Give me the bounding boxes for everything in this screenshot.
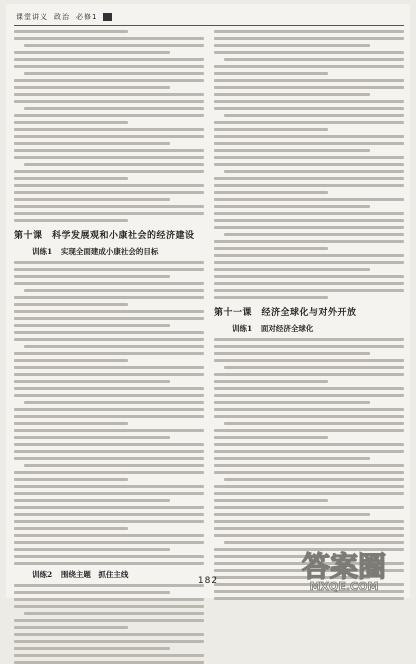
answer-block-lesson-10-t1 xyxy=(14,261,204,565)
lesson-11-heading: 第十一课 经济全球化与对外开放 xyxy=(214,308,357,318)
training-label: 训练2 xyxy=(32,570,53,579)
training-label: 训练1 xyxy=(232,324,253,333)
header-tag-icon xyxy=(103,13,112,21)
running-header xyxy=(16,10,216,24)
page-number: 182 xyxy=(197,576,219,586)
answer-block-prev-lesson xyxy=(14,30,204,222)
watermark-logo xyxy=(284,546,404,592)
training-label: 训练1 xyxy=(32,247,53,256)
watermark-sub: MXQE.COM xyxy=(309,580,379,593)
watermark-text: 答案圈 xyxy=(301,550,387,583)
lesson-11-training-1-heading xyxy=(232,323,404,334)
lesson-10-training-1-heading xyxy=(32,246,204,257)
header-rule xyxy=(14,25,404,26)
lesson-10-heading: 第十课 科学发展观和小康社会的经济建设 xyxy=(14,231,195,241)
answer-block-lesson-10-t2 xyxy=(14,584,204,664)
training-title: 围绕主题 抓住主线 xyxy=(60,570,129,579)
right-column xyxy=(214,30,404,568)
book-page xyxy=(6,4,410,598)
left-column xyxy=(14,30,204,579)
training-title: 面对经济全球化 xyxy=(260,324,314,333)
header-subject: 政治 xyxy=(54,13,70,21)
training-title: 实现全面建成小康社会的目标 xyxy=(60,247,159,256)
header-book: 必修1 xyxy=(76,13,98,21)
answer-block-lesson-10-t2-cont xyxy=(214,30,404,299)
header-series: 课堂讲义 xyxy=(16,13,48,21)
